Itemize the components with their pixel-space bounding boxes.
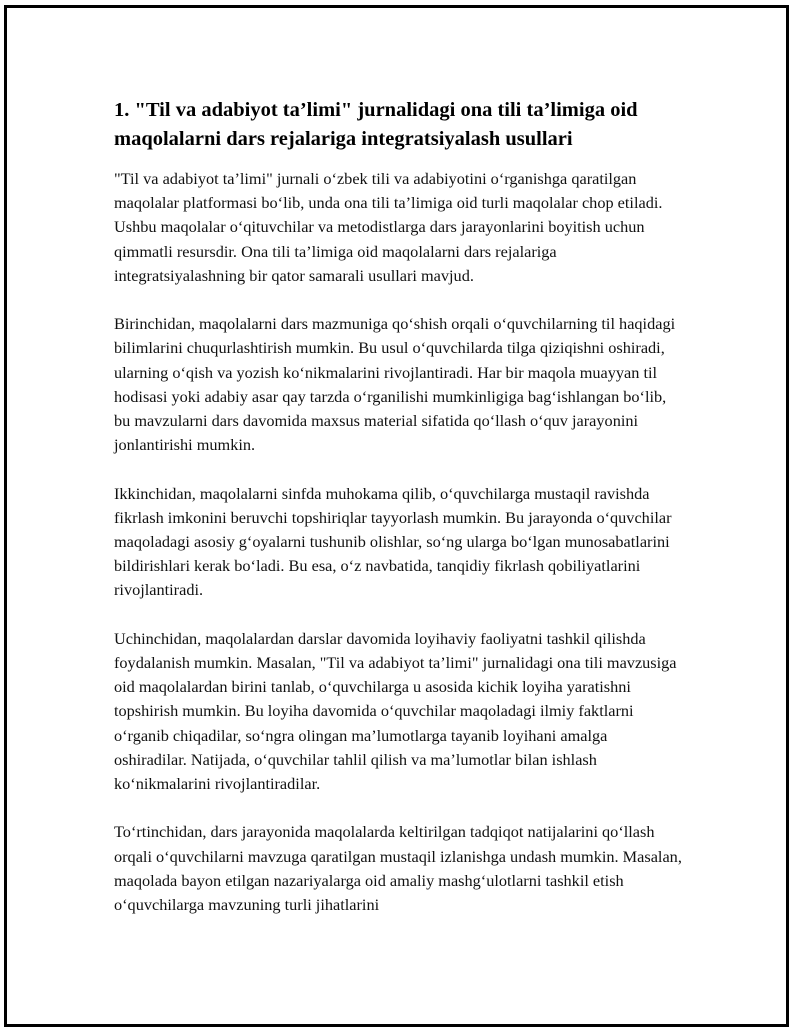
paragraph-first: Birinchidan, maqolalarni dars mazmuniga qoʻshish orqali oʻquvchilarning til haqidagi bilimlarini chuqurlashtirish mumkin. Bu usul oʻquvchilarda tilga qiziqishni oshiradi, ularning oʻqish va yozish koʻnikmalarini rivojlantiradi. Har bir maqola muayyan til hodisasi yoki adabiy asar qay tarzda oʻrganilishi mumkinligiga bagʻishlangan boʻlib, bu mavzularni dars davomida maxsus material sifatida qoʻllash oʻquv jarayonini jonlantirishi mumkin. [114,314,676,455]
paragraph-second: Ikkinchidan, maqolalarni sinfda muhokama qilib, oʻquvchilarga mustaqil ravishda fikrlash imkonini beruvchi topshiriqlar tayyorlash mumkin. Bu jarayonda oʻquvchilar maqoladagi asosiy gʻoyalarni tushunib olishlar, soʻng ularga boʻlgan munosabatlarini bildirishlari kerak boʻladi. Bu esa, oʻz navbatida, tanqidiy fikrlash qobiliyatlarini rivojlantiradi. [114,483,672,600]
paragraph-fourth: Toʻrtinchidan, dars jarayonida maqolalarda keltirilgan tadqiqot natijalarini qoʻllash orqali oʻquvchilarni mavzuga qaratilgan mustaqil izlanishga undash mumkin. Masalan, maqolada bayon etilgan nazariyalarga oid amaliy mashgʻulotlarni tashkil etish oʻquvchilarga mavzuning turli jihatlarini [114,822,682,915]
section-heading: 1. "Til va adabiyot ta’limi" jurnalidagi ona tili ta’limiga oid maqolalarni dars rejalariga integratsiyalash usullari [114,99,638,150]
paragraph-third: Uchinchidan, maqolalardan darslar davomida loyihaviy faoliyatni tashkil qilishda foydalanish mumkin. Masalan, "Til va adabiyot ta’limi" jurnalidagi ona tili mavzusiga oid maqolalardan birini tanlab, oʻquvchilarga u asosida kichik loyiha yaratishni topshirish mumkin. Bu loyiha davomida oʻquvchilar maqoladagi ilmiy faktlarni oʻrganib chiqadilar, soʻngra olingan ma’lumotlarga tayanib loyihani amalga oshiradilar. Natijada, oʻquvchilar tahlil qilish va ma’lumotlar bilan ishlash koʻnikmalarini rivojlantiradilar. [114,628,677,794]
document-body [114,96,684,941]
paragraph-intro: "Til va adabiyot ta’limi" jurnali oʻzbek tili va adabiyotini oʻrganishga qaratilgan maqolalar platformasi boʻlib, unda ona tili ta’limiga oid turli maqolalar chop etiladi. Ushbu maqolalar oʻqituvchilar va metodistlarga dars jarayonlarini boyitish uchun qimmatli resursdir. Ona tili ta’limiga oid maqolalarni dars rejalariga integratsiyalashning bir qator samarali usullari mavjud. [114,169,663,285]
